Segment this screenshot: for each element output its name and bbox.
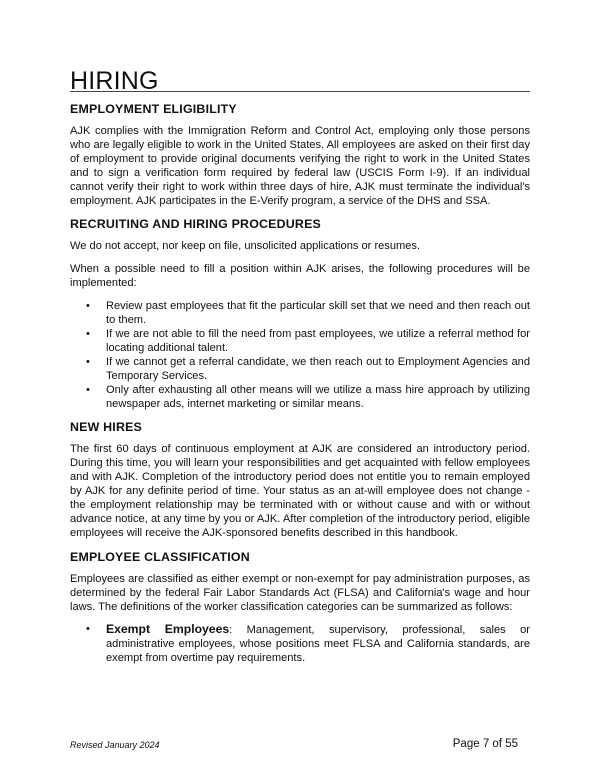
bullet-icon: • — [86, 355, 90, 368]
list-item: • Review past employees that fit the particular skill set that we need and then reach out to them. — [86, 300, 530, 327]
list-item: • If we cannot get a referral candidate, we then reach out to Employment Agencies and Temporary Services. — [86, 355, 530, 382]
list-item: • Only after exhausting all other means will we utilize a mass hire approach by utilizing newspaper ads, internet marketing or similar means. — [86, 383, 530, 410]
section-recruiting-hiring — [70, 217, 530, 411]
revision-date: Revised January 2024 — [70, 740, 160, 750]
paragraph: When a possible need to fill a position within AJK arises, the following procedures will be implemented: — [70, 263, 530, 290]
classification-list — [70, 623, 530, 666]
section-heading: NEW HIRES — [70, 420, 143, 435]
section-employment-eligibility — [70, 102, 530, 208]
section-heading: EMPLOYMENT ELIGIBILITY — [70, 102, 237, 116]
section-heading: EMPLOYEE CLASSIFICATION — [70, 549, 250, 564]
list-item — [86, 622, 530, 666]
term-definition: : Management, supervisory, professional, sales or administrative employees, whose positions meet FLSA and California standards, are exempt from overtime pay requirements. — [106, 624, 530, 665]
bullet-icon: • — [86, 623, 90, 636]
paragraph: AJK complies with the Immigration Reform and Control Act, employing only those persons who are legally eligible to work in the United States. All employees are asked on their first day of employment to provide original documents verifying the right to work in the United States and to sign a verification form required by federal law (USCIS Form I-9). If an individual cannot verify their right to work within three days of hire, AJK must terminate the individual's employment. AJK participates in the E-Verify program, a service of the DHS and SSA. — [70, 125, 530, 207]
section-employee-classification — [70, 550, 530, 666]
page-number: Page 7 of 55 — [452, 738, 518, 750]
list-item: • If we are not able to fill the need from past employees, we utilize a referral method for locating additional talent. — [86, 327, 530, 354]
section-new-hires — [70, 420, 530, 540]
paragraph: The first 60 days of continuous employment at AJK are considered an introductory period. During this time, you will learn your responsibilities and get acquainted with fellow employees and with AJK. Completion of the introductory period does not entitle you to remain employed by AJK for any definite period of time. Your status as an at-will employee does not change - the employment relationship may be terminated with or without cause and with or without advance notice, at any time by you or AJK. After completion of the introductory period, eligible employees will receive the AJK-sponsored benefits described in this handbook. — [70, 443, 530, 539]
bullet-icon: • — [86, 327, 90, 340]
paragraph: We do not accept, nor keep on file, unsolicited applications or resumes. — [70, 240, 421, 253]
section-heading: RECRUITING AND HIRING PROCEDURES — [70, 217, 322, 232]
procedure-list — [70, 300, 530, 411]
term-label: Exempt Employees — [106, 622, 230, 637]
page-title: HIRING — [70, 67, 159, 95]
bullet-icon: • — [86, 383, 90, 396]
title-divider — [70, 91, 530, 92]
bullet-icon: • — [86, 300, 90, 313]
paragraph: Employees are classified as either exempt or non-exempt for pay administration purposes, as determined by the federal Fair Labor Standards Act (FLSA) and California's wage and hour laws. The definitions of the worker classification categories can be summarized as follows: — [70, 572, 530, 613]
document-body — [70, 102, 530, 675]
